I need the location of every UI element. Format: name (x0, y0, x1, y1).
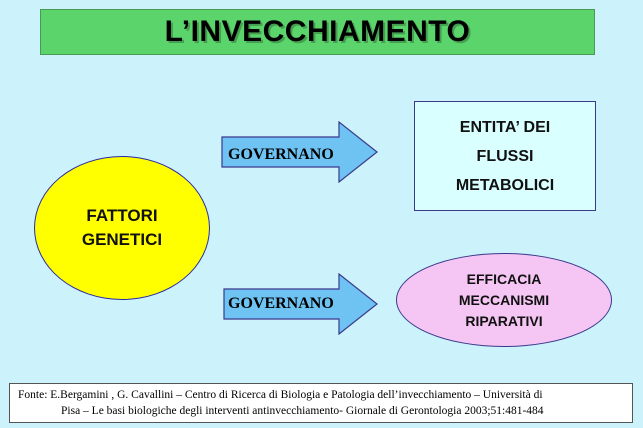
repair-mechanisms-line1: EFFICACIA (466, 270, 542, 287)
repair-mechanisms-line3: RIPARATIVI (465, 312, 543, 329)
repair-mechanisms-node (396, 253, 612, 347)
repair-mechanisms-line2: MECCANISMI (458, 291, 550, 308)
metabolic-flows-line3: METABOLICI (455, 176, 555, 194)
page-title: L’INVECCHIAMENTO (164, 15, 471, 48)
title-banner (40, 9, 595, 55)
arrow-bottom-label: GOVERNANO (228, 295, 334, 312)
genetic-factors-line1: FATTORI (86, 206, 158, 225)
metabolic-flows-node (414, 101, 596, 211)
metabolic-flows-line2: FLUSSI (476, 147, 534, 165)
source-citation-line2: Pisa – Le basi biologiche degli interventi antinvecchiamento- Giornale di Gerontologia 2003;51:481-484 (61, 405, 544, 417)
genetic-factors-line2: GENETICI (81, 230, 163, 249)
metabolic-flows-line1: ENTITA’ DEI (459, 118, 551, 136)
source-citation (9, 383, 633, 423)
arrow-top-label: GOVERNANO (228, 146, 334, 163)
source-citation-line1: Fonte: E.Bergamini , G. Cavallini – Centro di Ricerca di Biologia e Patologia dell’invecchiamento – Università di (18, 389, 543, 401)
genetic-factors-node (34, 156, 210, 300)
